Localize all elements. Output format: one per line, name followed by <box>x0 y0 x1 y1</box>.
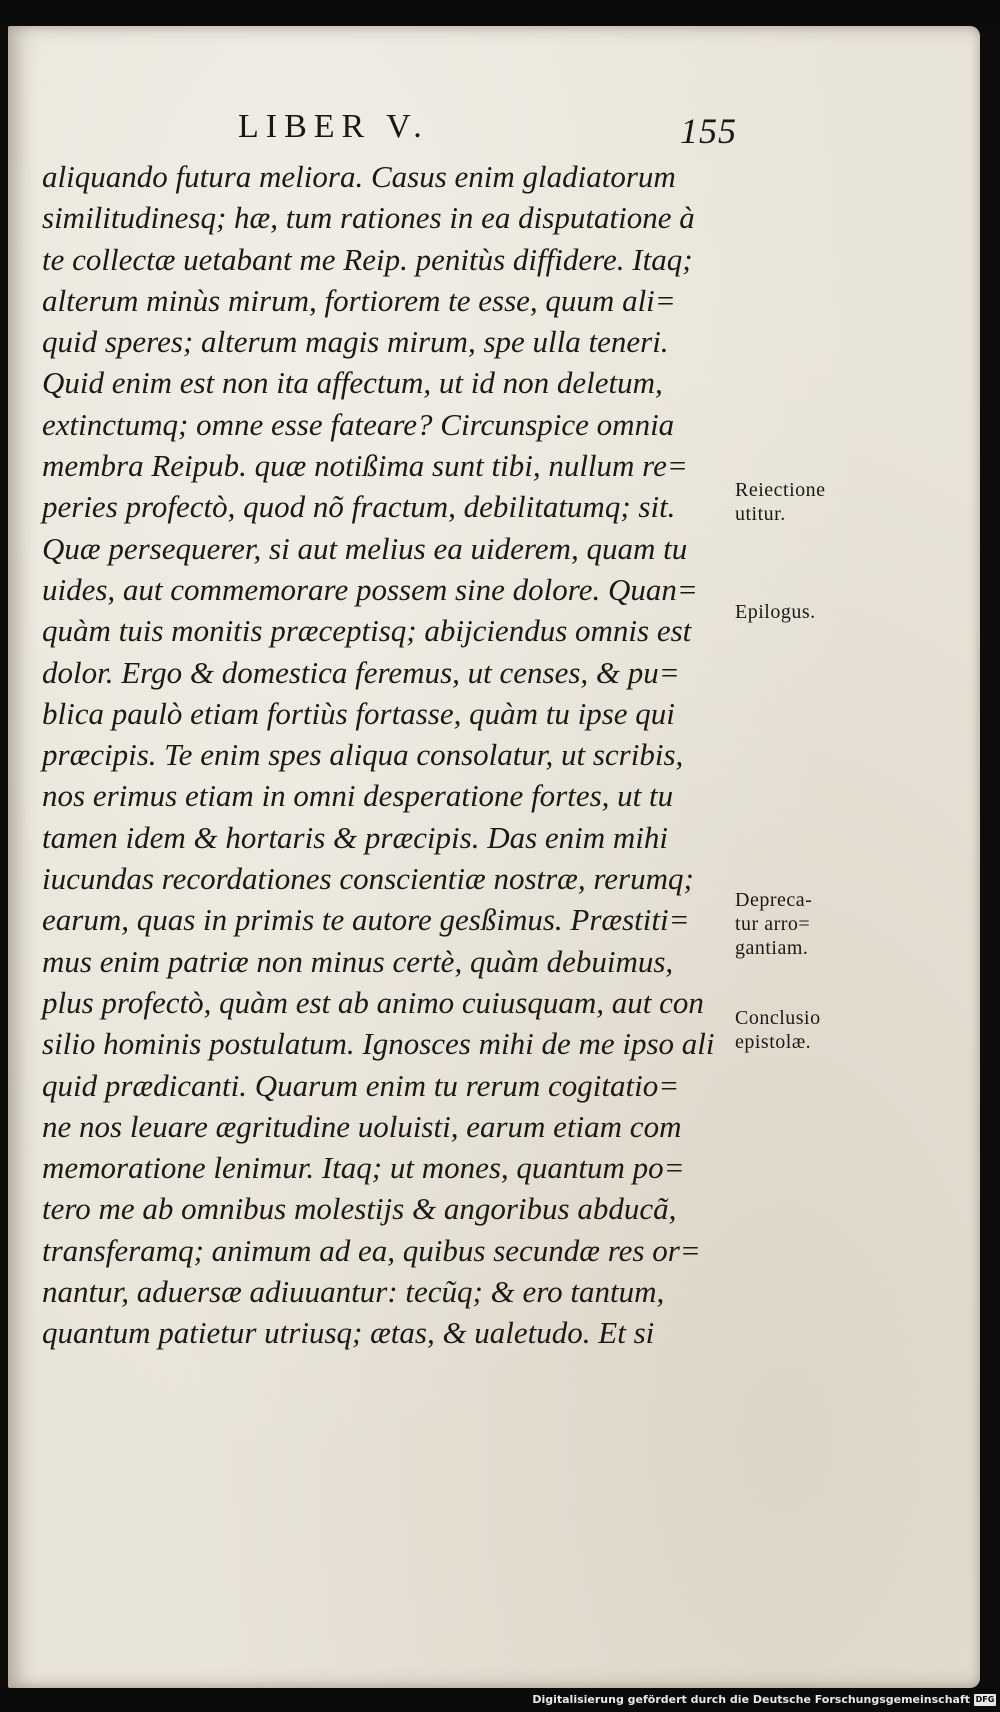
text-line: blica paulò etiam fortiùs fortasse, quàm tu ipse qui <box>42 695 675 731</box>
text-line: nantur, aduersæ adiuuantur: tecũq; & ero tantum, <box>42 1274 665 1310</box>
page-header <box>0 108 1000 152</box>
text-line: nos erimus etiam in omni desperatione fortes, ut tu <box>42 778 674 814</box>
dfg-logo-icon: DFG <box>975 1695 995 1704</box>
margin-note-line: Epilogus. <box>735 601 816 623</box>
page-number: 155 <box>680 111 737 151</box>
text-line: præcipis. Te enim spes aliqua consolatur, ut scribis, <box>42 737 684 773</box>
margin-note-reiectione <box>735 478 915 526</box>
text-line: Quid enim est non ita affectum, ut id non deletum, <box>42 365 663 401</box>
margin-note-line: gantiam. <box>735 937 809 959</box>
margin-note-conclusio <box>735 1006 915 1054</box>
text-line: tero me ab omnibus molestijs & angoribus abducã, <box>42 1191 677 1227</box>
text-line: te collectæ uetabant me Reip. penitùs diffidere. Itaq; <box>42 241 693 277</box>
text-line: transferamq; animum ad ea, quibus secundæ res or= <box>42 1232 701 1268</box>
text-line: uides, aut commemorare possem sine dolore. Quan= <box>42 571 698 607</box>
margin-note-line: Conclusio <box>735 1007 821 1029</box>
margin-note-line: Depreca- <box>735 889 813 911</box>
digitization-footer <box>0 1688 1000 1712</box>
text-line: silio hominis postulatum. Ignosces mihi de me ipso ali <box>42 1026 715 1062</box>
text-line: quantum patietur utriusq; ætas, & ualetudo. Et si <box>42 1315 655 1351</box>
text-line: membra Reipub. quæ notißima sunt tibi, nullum re= <box>42 448 688 484</box>
text-line: peries profectò, quod nõ fractum, debilitatumq; sit. <box>42 489 676 525</box>
text-line: memoratione lenimur. Itaq; ut mones, quantum po= <box>42 1150 685 1186</box>
text-line: tamen idem & hortaris & præcipis. Das enim mihi <box>42 819 669 855</box>
text-line: extinctumq; omne esse fateare? Circunspice omnia <box>42 406 675 442</box>
text-line: dolor. Ergo & domestica feremus, ut censes, & pu= <box>42 654 680 690</box>
margin-note-line: utitur. <box>735 503 786 525</box>
margin-note-line: tur arro= <box>735 913 811 935</box>
text-line: quàm tuis monitis præceptisq; abijciendus omnis est <box>42 613 692 649</box>
margin-note-epilogus <box>735 600 915 624</box>
text-line: earum, quas in primis te autore gesßimus. Præstiti= <box>42 902 690 938</box>
margin-note-deprecatur <box>735 888 915 960</box>
funding-credit: Digitalisierung gefördert durch die Deutsche Forschungsgemeinschaft <box>532 1693 970 1706</box>
text-line: aliquando futura meliora. Casus enim gladiatorum <box>42 159 676 194</box>
running-head: LIBER V. <box>238 108 429 145</box>
text-line: plus profectò, quàm est ab animo cuiusquam, aut con <box>42 984 704 1020</box>
margin-note-line: Reiectione <box>735 479 826 501</box>
text-line: similitudinesq; hæ, tum rationes in ea disputatione à <box>42 200 695 236</box>
text-line: Quæ persequerer, si aut melius ea uiderem, quam tu <box>42 530 688 566</box>
text-line: ne nos leuare ægritudine uoluisti, earum etiam com <box>42 1108 682 1144</box>
body-text <box>42 156 732 1354</box>
text-line: quid speres; alterum magis mirum, spe ulla teneri. <box>42 324 669 360</box>
text-line: alterum minùs mirum, fortiorem te esse, quum ali= <box>42 282 676 318</box>
margin-note-line: epistolæ. <box>735 1031 812 1053</box>
text-line: mus enim patriæ non minus certè, quàm debuimus, <box>42 943 674 979</box>
scan-top-border <box>0 0 1000 28</box>
text-line: quid prædicanti. Quarum enim tu rerum cogitatio= <box>42 1067 680 1103</box>
text-line: iucundas recordationes conscientiæ nostræ, rerumq; <box>42 861 694 897</box>
